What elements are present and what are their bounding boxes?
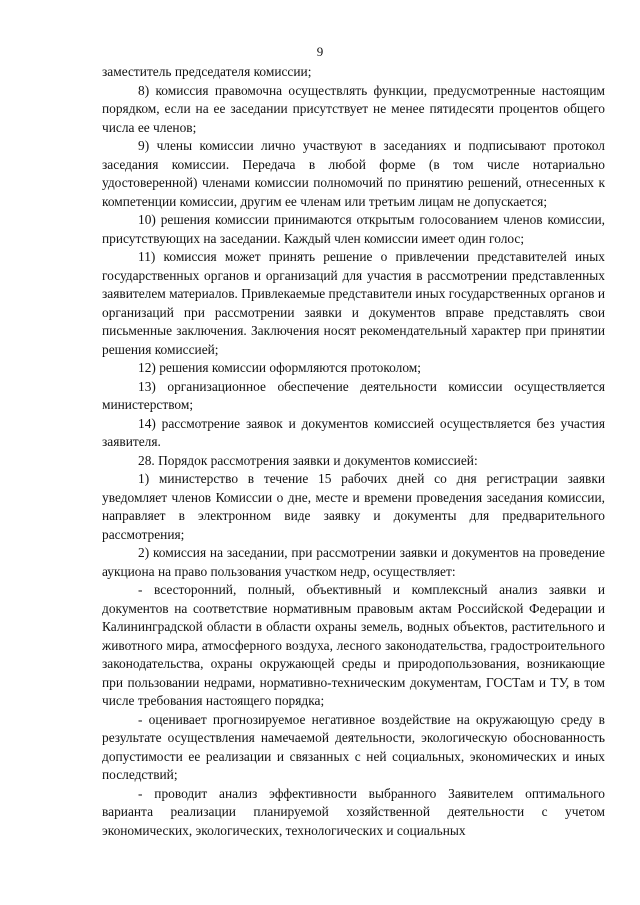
document-body (102, 63, 605, 840)
paragraph-item-13: 13) организационное обеспечение деятельности комиссии осуществляется министерством; (102, 378, 605, 412)
paragraph-1: заместитель председателя комиссии; (102, 64, 312, 79)
paragraph-item-11: 11) комиссия может принять решение о привлечении представителей иных государственных органов и организаций для участия в рассмотрении представленных заявителем материалов. Привлекаемые представители иных государственных органов и организаций при рассмотрении заявки и документов вправе представлять свои письменные заключения. Заключения носят рекомендательный характер при принятии решения комиссией; (102, 249, 605, 357)
paragraph-item-10: 10) решения комиссии принимаются открытым голосованием членов комиссии, присутствующих на заседании. Каждый член комиссии имеет один голос; (102, 212, 605, 246)
section-28-heading: 28. Порядок рассмотрения заявки и документов комиссией: (138, 452, 478, 468)
page-number: 9 (316, 44, 324, 59)
paragraph-item-12: 12) решения комиссии оформляются протоколом; (138, 360, 421, 375)
bullet-impact-assessment: - оценивает прогнозируемое негативное воздействие на окружающую среду в результате осуществления намечаемой деятельности, экологическую обоснованность допустимости ее реализации и связанных с ней социальных, экономических и иных последствий; (102, 711, 605, 782)
bullet-efficiency-analysis: - проводит анализ эффективности выбранного Заявителем оптимального варианта реализации планируемой хозяйственной деятельности с учетом экономических, экологических, технологических и социальных (102, 785, 605, 838)
paragraph-item-8: 8) комиссия правомочна осуществлять функции, предусмотренные настоящим порядком, если на ее заседании присутствует не менее пятидесяти процентов общего числа ее членов; (102, 82, 605, 135)
section-28-item-1: 1) министерство в течение 15 рабочих дней со дня регистрации заявки уведомляет членов Комиссии о дне, месте и времени проведения заседания комиссии, направляет в электронном виде заявку и документы для предварительного рассмотрения; (102, 471, 605, 542)
bullet-analysis: - всесторонний, полный, объективный и комплексный анализ заявки и документов на соответствие нормативным правовым актам Российской Федерации и Калининградской области в области охраны земель, водных объектов, растительного и животного мира, атмосферного воздуха, лесного законодательства, градостроительного законодательства, охраны окружающей среды и природопользования, возникающие при пользовании недрами, нормативно-техническим документам, ГОСТам и ТУ, в том числе требования настоящего порядка; (102, 582, 605, 708)
paragraph-item-14: 14) рассмотрение заявок и документов комиссией осуществляется без участия заявителя. (102, 415, 605, 449)
section-28-item-2: 2) комиссия на заседании, при рассмотрении заявки и документов на проведение аукциона на право пользования участком недр, осуществляет: (102, 545, 605, 579)
paragraph-item-9: 9) члены комиссии лично участвуют в заседаниях и подписывают протокол заседания комиссии. Передача в любой форме (в том числе нотариально удостоверенной) членами комиссии полномочий по принятию решений, отнесенных к компетенции комиссии, другим ее членам или третьим лицам не допускается; (102, 138, 605, 209)
